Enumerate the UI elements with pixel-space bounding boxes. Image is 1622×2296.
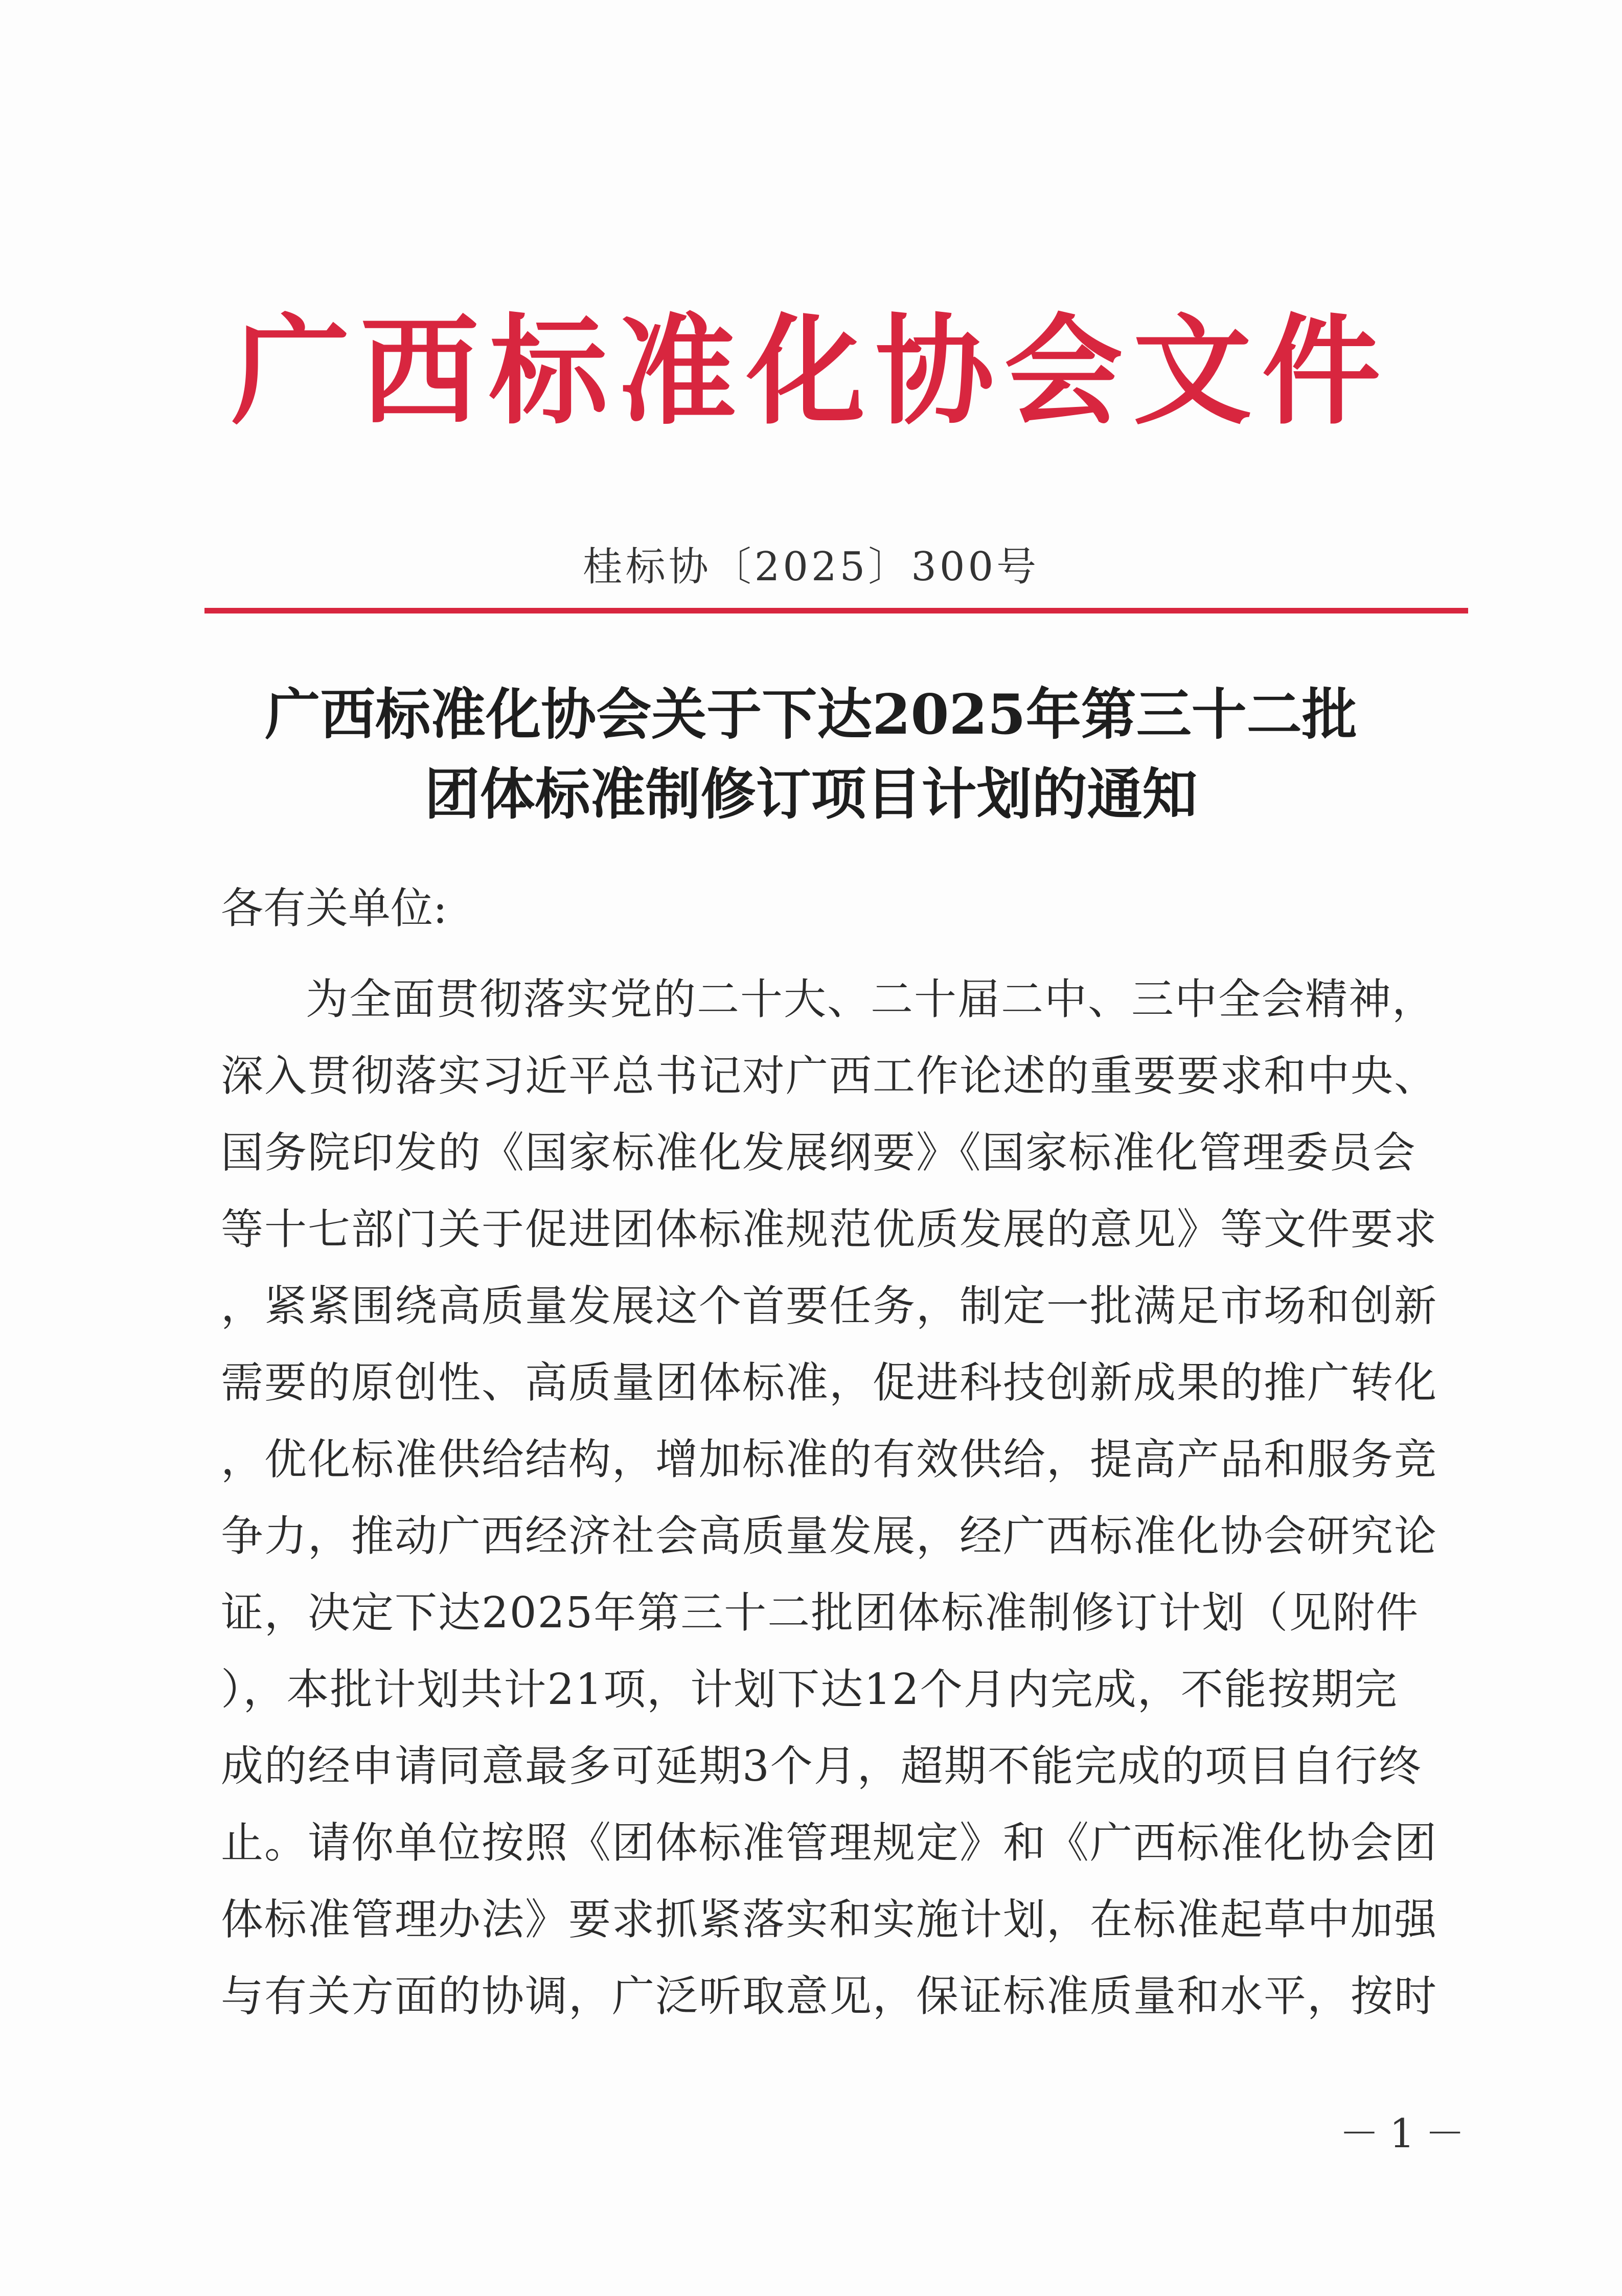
document-number: 桂标协〔2025〕300号 (582, 544, 1040, 590)
body-line: ，优化标准供给结构，增加标准的有效供给，提高产品和服务竞 (221, 1435, 1437, 1484)
body-line: ），本批计划共计21项，计划下达12个月内完成，不能按期完 (221, 1665, 1398, 1714)
body-line: ，紧紧围绕高质量发展这个首要任务，制定一批满足市场和创新 (221, 1281, 1437, 1331)
body-line: 等十七部门关于促进团体标准规范优质发展的意见》等文件要求 (221, 1204, 1437, 1254)
notice-title (153, 675, 1469, 834)
body-line: 为全面贯彻落实党的二十大、二十届二中、三中全会精神， (306, 974, 1435, 1024)
body-line: 需要的原创性、高质量团体标准，促进科技创新成果的推广转化 (221, 1358, 1437, 1407)
body-paragraph (221, 961, 1437, 2035)
body-line: 与有关方面的协调，广泛听取意见，保证标准质量和水平，按时 (221, 1971, 1437, 2021)
body-line: 成的经申请同意最多可延期3个月，超期不能完成的项目自行终 (221, 1741, 1422, 1791)
masthead-title: 广西标准化协会文件 (231, 301, 1391, 441)
body-line: 国务院印发的《国家标准化发展纲要》《国家标准化管理委员会 (221, 1128, 1417, 1177)
body-line: 深入贯彻落实习近平总书记对广西工作论述的重要要求和中央、 (221, 1051, 1437, 1101)
body-line: 证，决定下达2025年第三十二批团体标准制修订计划（见附件 (221, 1588, 1420, 1638)
title-line: 广西标准化协会关于下达2025年第三十二批 (265, 683, 1357, 747)
body-line: 争力，推动广西经济社会高质量发展，经广西标准化协会研究论 (221, 1511, 1437, 1561)
body-line: 体标准管理办法》要求抓紧落实和实施计划，在标准起草中加强 (221, 1895, 1437, 1944)
page-number: －1－ (1339, 2111, 1475, 2157)
body-line: 止。请你单位按照《团体标准管理规定》和《广西标准化协会团 (221, 1818, 1437, 1868)
salutation: 各有关单位: (221, 883, 447, 933)
title-line: 团体标准制修订项目计划的通知 (424, 762, 1198, 827)
red-divider-line (204, 608, 1468, 613)
